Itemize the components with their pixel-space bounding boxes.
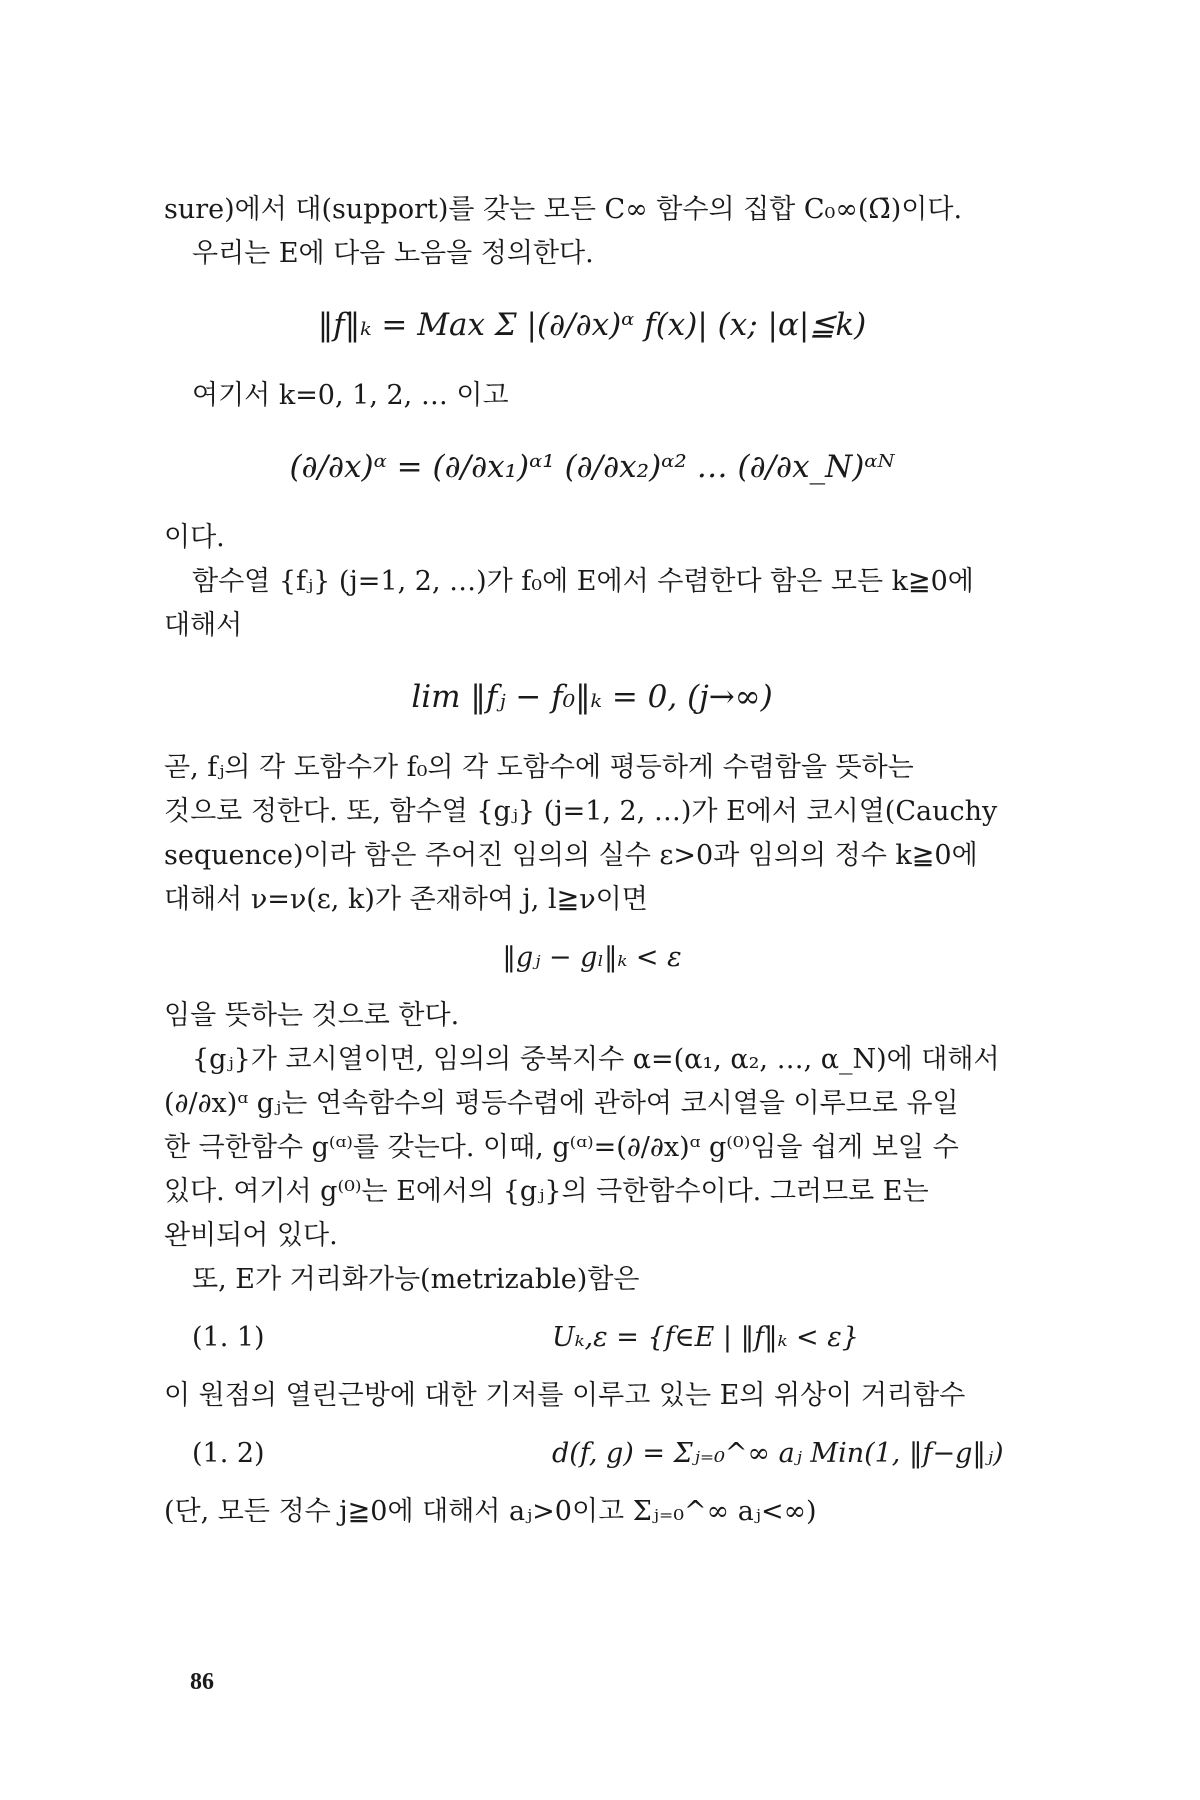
equation-1-1 xyxy=(164,1316,1020,1360)
text-line: 또, E가 거리화가능(metrizable)함은 xyxy=(192,1264,640,1295)
equation-number: (1. 2) xyxy=(192,1438,265,1469)
equation-cauchy: ‖gⱼ − gₗ‖ₖ < ε xyxy=(502,942,682,973)
equation-limit: lim ‖fⱼ − f₀‖ₖ = 0, (j→∞) xyxy=(411,679,773,715)
text-line: 것으로 정한다. 또, 함수열 {gⱼ} (j=1, 2, …)가 E에서 코시열(Cauchy xyxy=(164,796,998,827)
text-line: {gⱼ}가 코시열이면, 임의의 중복지수 α=(α₁, α₂, …, α_N)에 대해서 xyxy=(192,1044,1000,1075)
equation-norm: ‖f‖ₖ = Max Σ |(∂/∂x)ᵅ f(x)| (x; |α|≦k) xyxy=(317,307,867,343)
text-line: 있다. 여기서 g⁽⁰⁾는 E에서의 {gⱼ}의 극한함수이다. 그러므로 E는 xyxy=(164,1176,929,1207)
equation-derivative: (∂/∂x)ᵅ = (∂/∂x₁)ᵅ¹ (∂/∂x₂)ᵅ² … (∂/∂x_N)ᵅᴺ xyxy=(289,449,895,485)
text-line: (∂/∂x)ᵅ gⱼ는 연속함수의 평등수렴에 관하여 코시열을 이루므로 유일 xyxy=(164,1088,959,1119)
text-line: 한 극한함수 g⁽ᵅ⁾를 갖는다. 이때, g⁽ᵅ⁾=(∂/∂x)ᵅ g⁽⁰⁾임을 쉽게 보일 수 xyxy=(164,1132,959,1163)
text-line: 이 원점의 열린근방에 대한 기저를 이루고 있는 E의 위상이 거리함수 xyxy=(164,1380,966,1411)
text-line: 완비되어 있다. xyxy=(164,1220,338,1251)
page-number: 86 xyxy=(190,1669,214,1695)
text-line: 우리는 E에 다음 노음을 정의한다. xyxy=(192,238,594,269)
equation-1-2 xyxy=(164,1432,1020,1476)
equation-body: d(f, g) = Σⱼ₌₀^∞ aⱼ Min(1, ‖f−g‖ⱼ) xyxy=(552,1438,1004,1469)
text-line: 여기서 k=0, 1, 2, … 이고 xyxy=(192,380,509,411)
text-line: 곧, fⱼ의 각 도함수가 f₀의 각 도함수에 평등하게 수렴함을 뜻하는 xyxy=(164,752,914,783)
equation-number: (1. 1) xyxy=(192,1322,265,1353)
text-line: (단, 모든 정수 j≧0에 대해서 aⱼ>0이고 Σⱼ₌₀^∞ aⱼ<∞) xyxy=(164,1496,817,1527)
text-line: 대해서 ν=ν(ε, k)가 존재하여 j, l≧ν이면 xyxy=(164,884,648,915)
text-line: sequence)이라 함은 주어진 임의의 실수 ε>0과 임의의 정수 k≧0에 xyxy=(164,840,978,871)
text-line: 대해서 xyxy=(164,610,243,641)
equation-body: Uₖ,ε = {f∈E | ‖f‖ₖ < ε} xyxy=(552,1322,859,1353)
text-line: 임을 뜻하는 것으로 한다. xyxy=(164,1000,460,1031)
text-line: sure)에서 대(support)를 갖는 모든 C∞ 함수의 집합 C₀∞(Ω̄)이다. xyxy=(164,194,963,225)
text-line: 함수열 {fⱼ} (j=1, 2, …)가 f₀에 E에서 수렴한다 함은 모든 k≧0에 xyxy=(192,566,974,597)
text-line: 이다. xyxy=(164,522,225,553)
